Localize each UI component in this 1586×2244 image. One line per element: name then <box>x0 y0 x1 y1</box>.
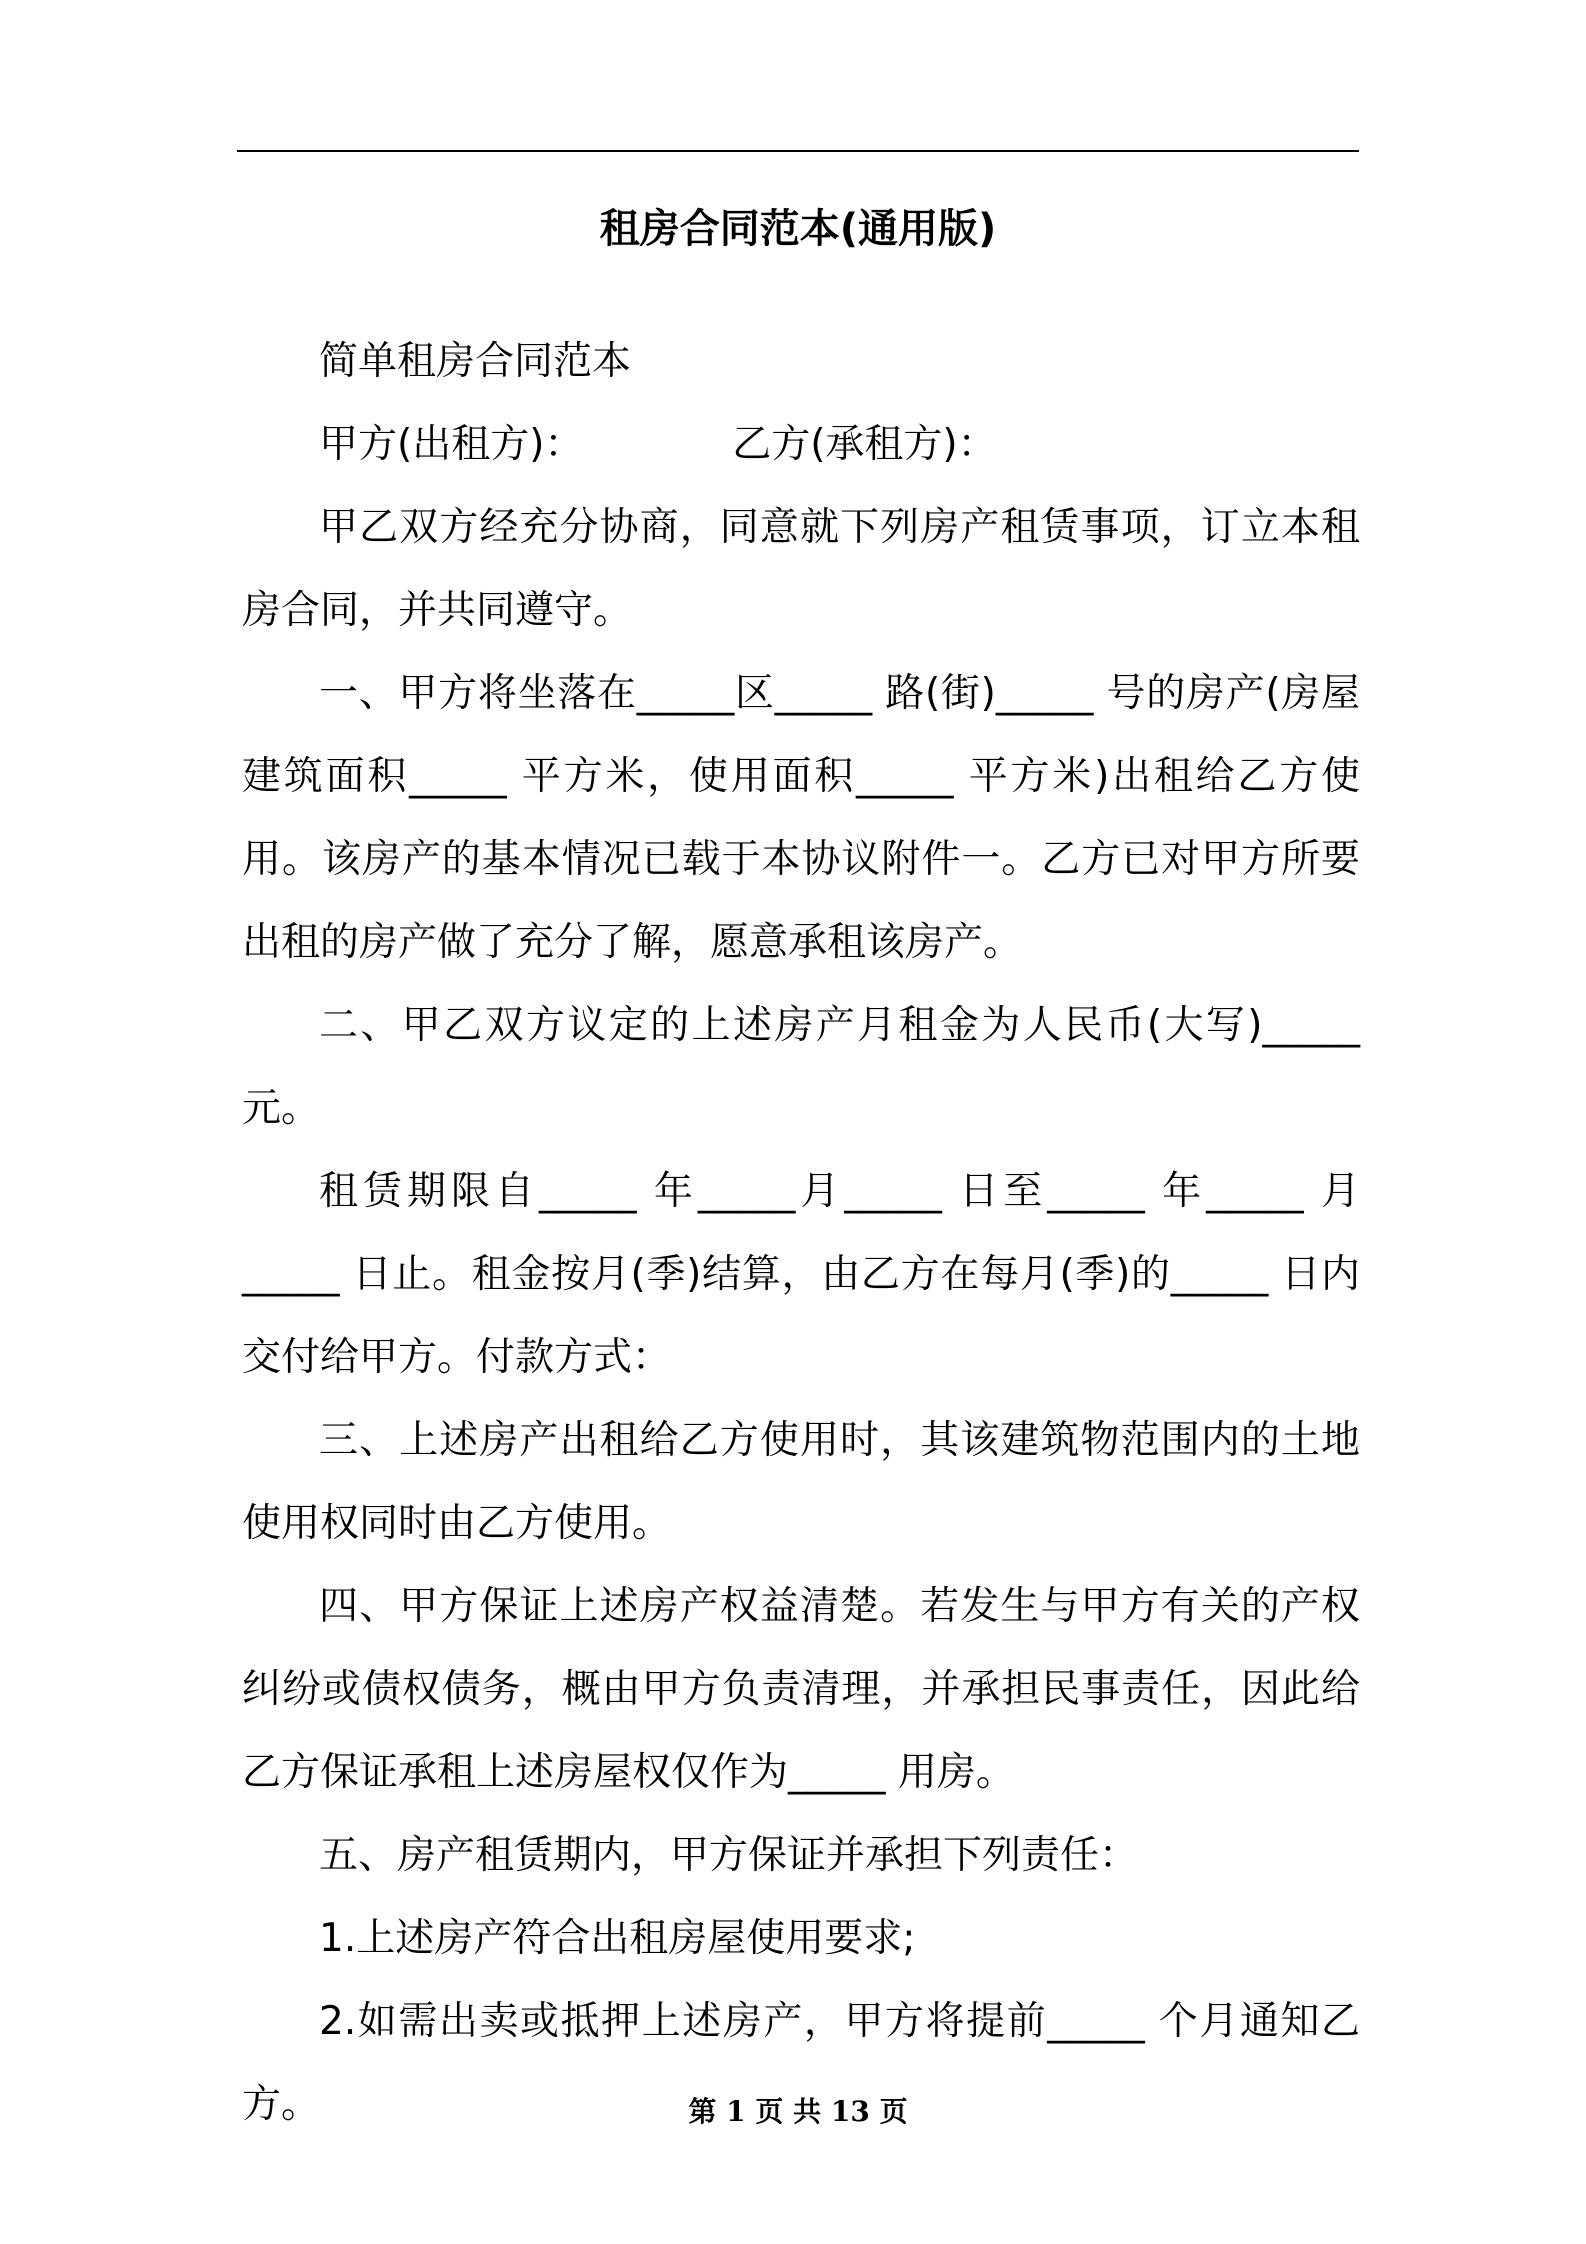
paragraph-preamble: 甲乙双方经充分协商，同意就下列房产租赁事项，订立本租房合同，并共同遵守。 <box>242 505 1360 633</box>
paragraph-clause-4: 四、甲方保证上述房产权益清楚。若发生与甲方有关的产权纠纷或债权债务，概由甲方负责清理，并承担民事责任，因此给乙方保证承租上述房屋权仅作为_____ 用房。 <box>242 1584 1360 1795</box>
paragraph-clause-2: 二、甲乙双方议定的上述房产月租金为人民币(大写)_____ 元。 <box>242 1003 1373 1131</box>
paragraph-subtitle: 简单租房合同范本 <box>319 339 632 384</box>
header-rule <box>237 150 1359 152</box>
document-body <box>242 320 1373 2146</box>
page-number: 第 1 页 共 13 页 <box>688 2095 908 2128</box>
paragraph-lease-term: 租赁期限自_____ 年_____月_____ 日至_____ 年_____ 月_____ 日止。租金按月(季)结算，由乙方在每月(季)的_____ 日内交付给甲方。付款方式： <box>242 1169 1360 1380</box>
document-title: 租房合同范本(通用版) <box>599 206 997 252</box>
paragraph-item-2: 2.如需出卖或抵押上述房产，甲方将提前_____ 个月通知乙方。 <box>242 1999 1360 2127</box>
paragraph-clause-5: 五、房产租赁期内，甲方保证并承担下列责任： <box>319 1833 1139 1878</box>
paragraph-clause-3: 三、上述房产出租给乙方使用时，其该建筑物范围内的土地使用权同时由乙方使用。 <box>242 1418 1360 1546</box>
paragraph-parties: 甲方(出租方)： 乙方(承租方)： <box>319 422 997 467</box>
paragraph-item-1: 1.上述房产符合出租房屋使用要求; <box>319 1916 916 1961</box>
paragraph-clause-1: 一、甲方将坐落在_____区_____ 路(街)_____ 号的房产(房屋建筑面积_____ 平方米，使用面积_____ 平方米)出租给乙方使用。该房产的基本情况已载于本协议附件一。乙方已对甲方所要出租的房产做了充分了解，愿意承租该房产。 <box>242 671 1360 965</box>
